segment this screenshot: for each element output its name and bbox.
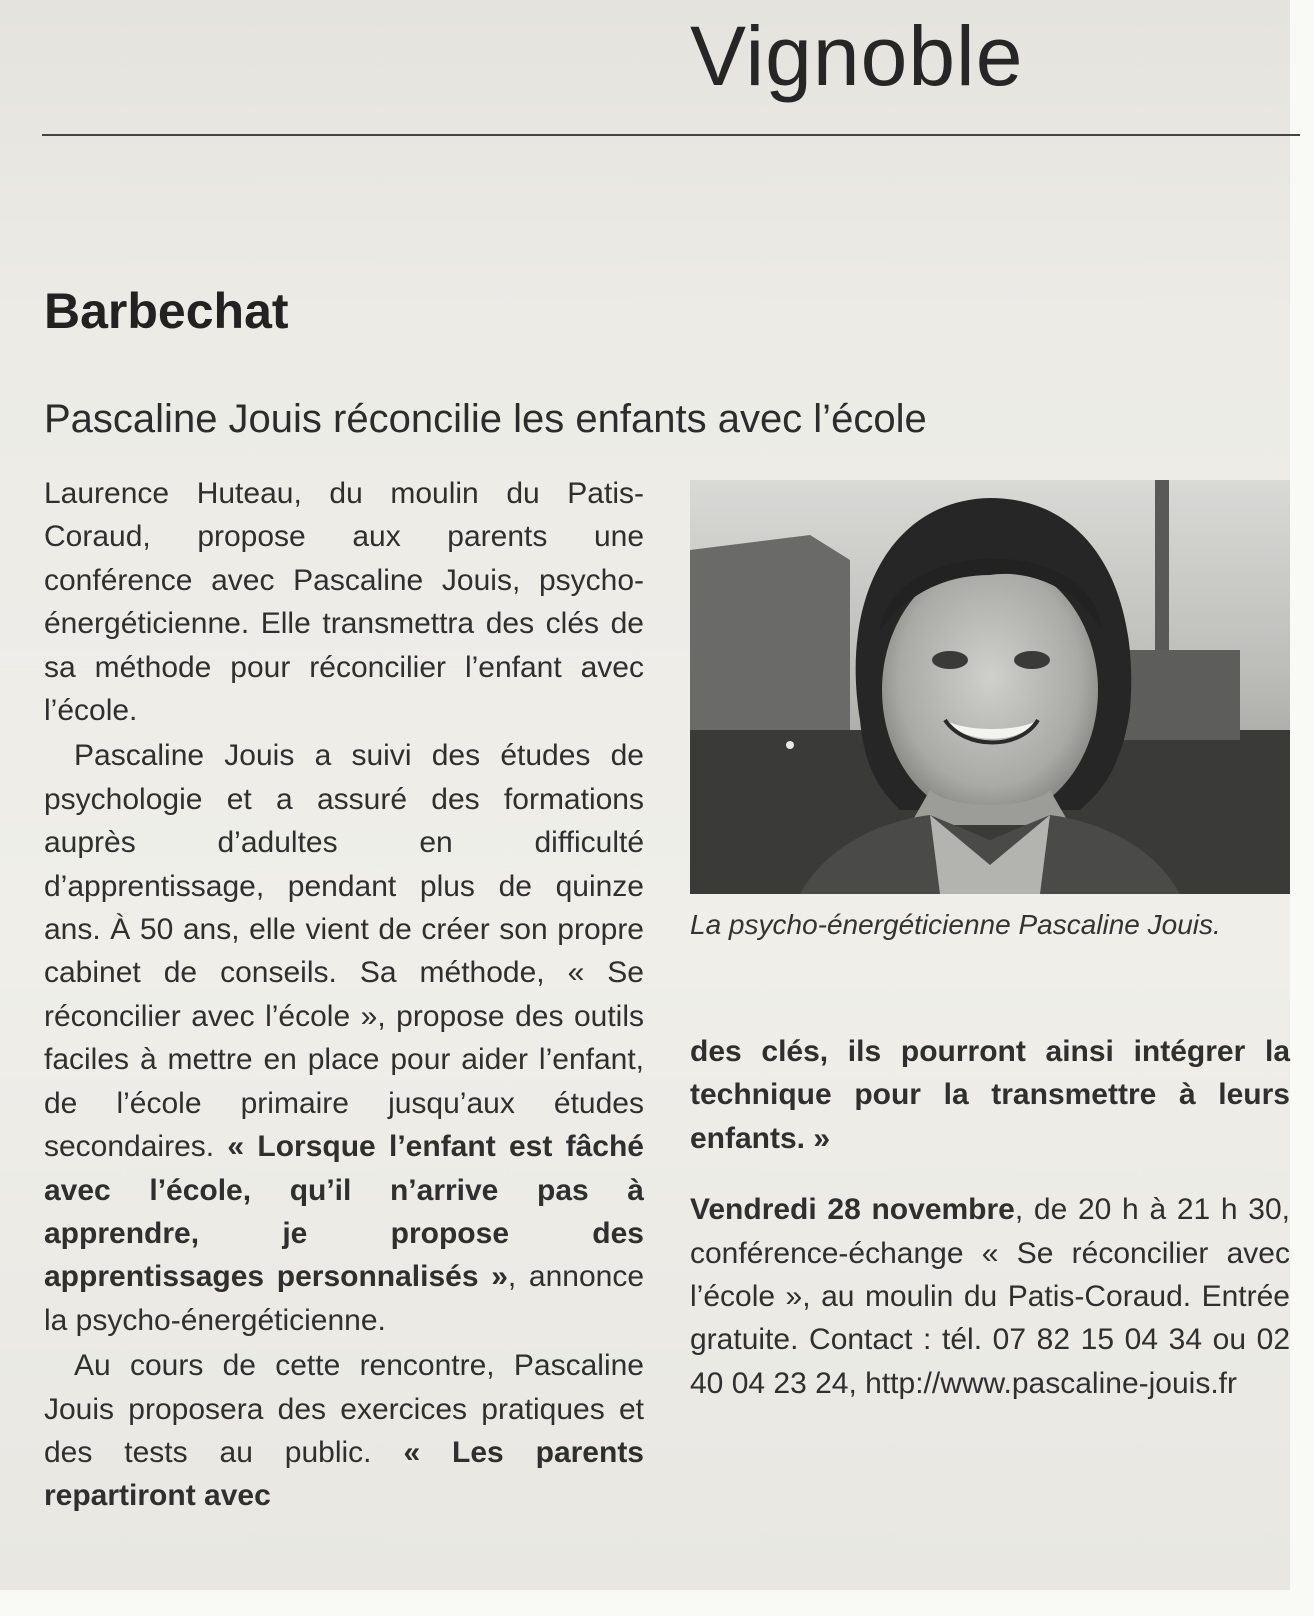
article-paragraph-1: Laurence Huteau, du moulin du Patis-Coraud, propose aux parents une conférence avec Pascaline Jouis, psycho-énergéticienne. Elle transmettra des clés de sa méthode pour réconcilier l’enfant avec l’école. <box>44 477 644 728</box>
spacer <box>690 1160 1290 1188</box>
event-date: Vendredi 28 novembre <box>690 1193 1015 1227</box>
paragraph-2-tail: , annonce la psycho-énergéticienne. <box>44 1260 645 1337</box>
article-paragraph-2 <box>44 734 644 1342</box>
locality-heading: Barbechat <box>44 283 289 339</box>
article-column-right <box>690 1030 1290 1405</box>
scan-margin-bottom <box>0 1590 1314 1616</box>
paragraph-2-text: Pascaline Jouis a suivi des études de psychologie et a assuré des formations auprès d’adultes en difficulté d’apprentissage, pendant plus de quinze ans. À 50 ans, elle vient de créer son propre cabinet de conseils. Sa méthode, « Se réconcilier avec l’école », propose des outils faciles à mettre en place pour aider l’enfant, de l’école primaire jusqu’aux études secondaires. <box>44 739 644 1164</box>
article-column-left <box>44 472 644 1518</box>
event-details: , de 20 h à 21 h 30, conférence-échange « Se réconcilier avec l’école », au moulin du Patis-Coraud. Entrée gratuite. Contact : tél. 07 82 15 04 34 ou 02 40 04 23 24, http://www.pascaline-jouis.fr <box>690 1193 1290 1400</box>
paragraph-3-text: Au cours de cette rencontre, Pascaline Jouis proposera des exercices pratiques et des tests au public. <box>44 1349 644 1469</box>
section-rule <box>42 134 1300 136</box>
paragraph-2-quote: « Lorsque l’enfant est fâché avec l’école, qu’il n’arrive pas à apprendre, je propose des apprentissages personnalisés » <box>44 1130 644 1294</box>
article-paragraph-3 <box>44 1344 644 1518</box>
event-info <box>690 1188 1290 1405</box>
paragraph-3-quote-start: « Les parents repartiront avec <box>44 1435 644 1513</box>
photo-caption: La psycho-énergéticienne Pascaline Jouis. <box>690 909 1221 940</box>
portrait-photo <box>690 480 1290 894</box>
quote-continuation <box>690 1030 1290 1160</box>
scan-margin-right <box>1290 0 1314 1616</box>
paragraph-3-quote-end: des clés, ils pourront ainsi intégrer la technique pour la transmettre à leurs enfants. » <box>690 1035 1290 1155</box>
article-headline: Pascaline Jouis réconcilie les enfants avec l’école <box>44 397 927 441</box>
section-title: Vignoble <box>690 9 1024 103</box>
